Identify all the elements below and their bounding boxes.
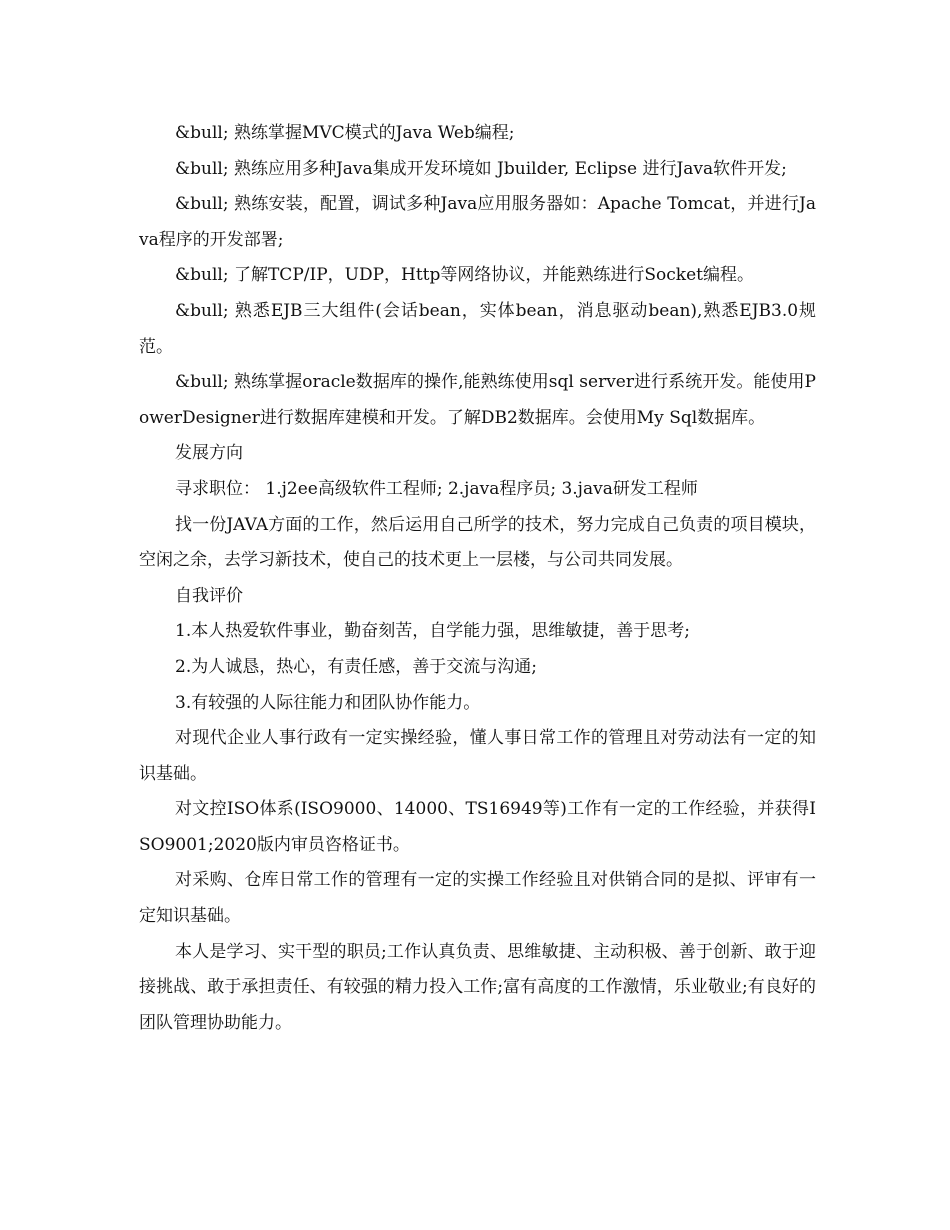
personal-summary: 本人是学习、实干型的职员;工作认真负责、思维敏捷、主动积极、善于创新、敢于迎接挑战、敢于承担责任、有较强的精力投入工作;富有高度的工作激情，乐业敬业;有良好的团队管理协助能力。 — [139, 941, 816, 1033]
section-heading-direction: 发展方向 — [175, 443, 243, 464]
skill-item-server: &bull; 熟练安装，配置，调试多种Java应用服务器如：Apache Tomcat，并进行Java程序的开发部署; — [139, 194, 816, 250]
skill-item-ide: &bull; 熟练应用多种Java集成开发环境如 Jbuilder, Eclipse 进行Java软件开发; — [175, 158, 787, 179]
skill-item-ejb: &bull; 熟悉EJB三大组件(会话bean，实体bean，消息驱动bean),熟悉EJB3.0规范。 — [139, 300, 816, 357]
self-evaluation-item-3: 3.有较强的人际往能力和团队协作能力。 — [175, 692, 481, 713]
experience-iso: 对文控ISO体系(ISO9000、14000、TS16949等)工作有一定的工作经验，并获得ISO9001;2020版内审员咨格证书。 — [139, 799, 816, 855]
skill-item-mvc: &bull; 熟练掌握MVC模式的Java Web编程; — [175, 123, 515, 143]
experience-procurement: 对采购、仓库日常工作的管理有一定的实操工作经验且对供销合同的是拟、评审有一定知识基础。 — [139, 870, 816, 927]
skill-item-network: &bull; 了解TCP/IP，UDP，Http等网络协议，并能熟练进行Socket编程。 — [175, 265, 754, 286]
job-objective: 寻求职位： 1.j2ee高级软件工程师; 2.java程序员; 3.java研发工程师 — [175, 478, 698, 499]
skill-item-database: &bull; 熟练掌握oracle数据库的操作,能熟练使用sql server进行系统开发。能使用PowerDesigner进行数据库建模和开发。了解DB2数据库。会使用My Sql数据库。 — [139, 372, 816, 428]
document-body — [139, 116, 816, 1041]
experience-hr: 对现代企业人事行政有一定实操经验，懂人事日常工作的管理且对劳动法有一定的知识基础。 — [139, 728, 816, 784]
career-goal: 找一份JAVA方面的工作，然后运用自己所学的技术，努力完成自己负责的项目模块，空闲之余，去学习新技术，使自己的技术更上一层楼，与公司共同发展。 — [139, 514, 816, 571]
self-evaluation-item-2: 2.为人诚恳，热心，有责任感，善于交流与沟通; — [175, 656, 537, 677]
self-evaluation-item-1: 1.本人热爱软件事业，勤奋刻苦，自学能力强，思维敏捷，善于思考; — [175, 621, 690, 642]
section-heading-self-evaluation: 自我评价 — [175, 585, 243, 606]
